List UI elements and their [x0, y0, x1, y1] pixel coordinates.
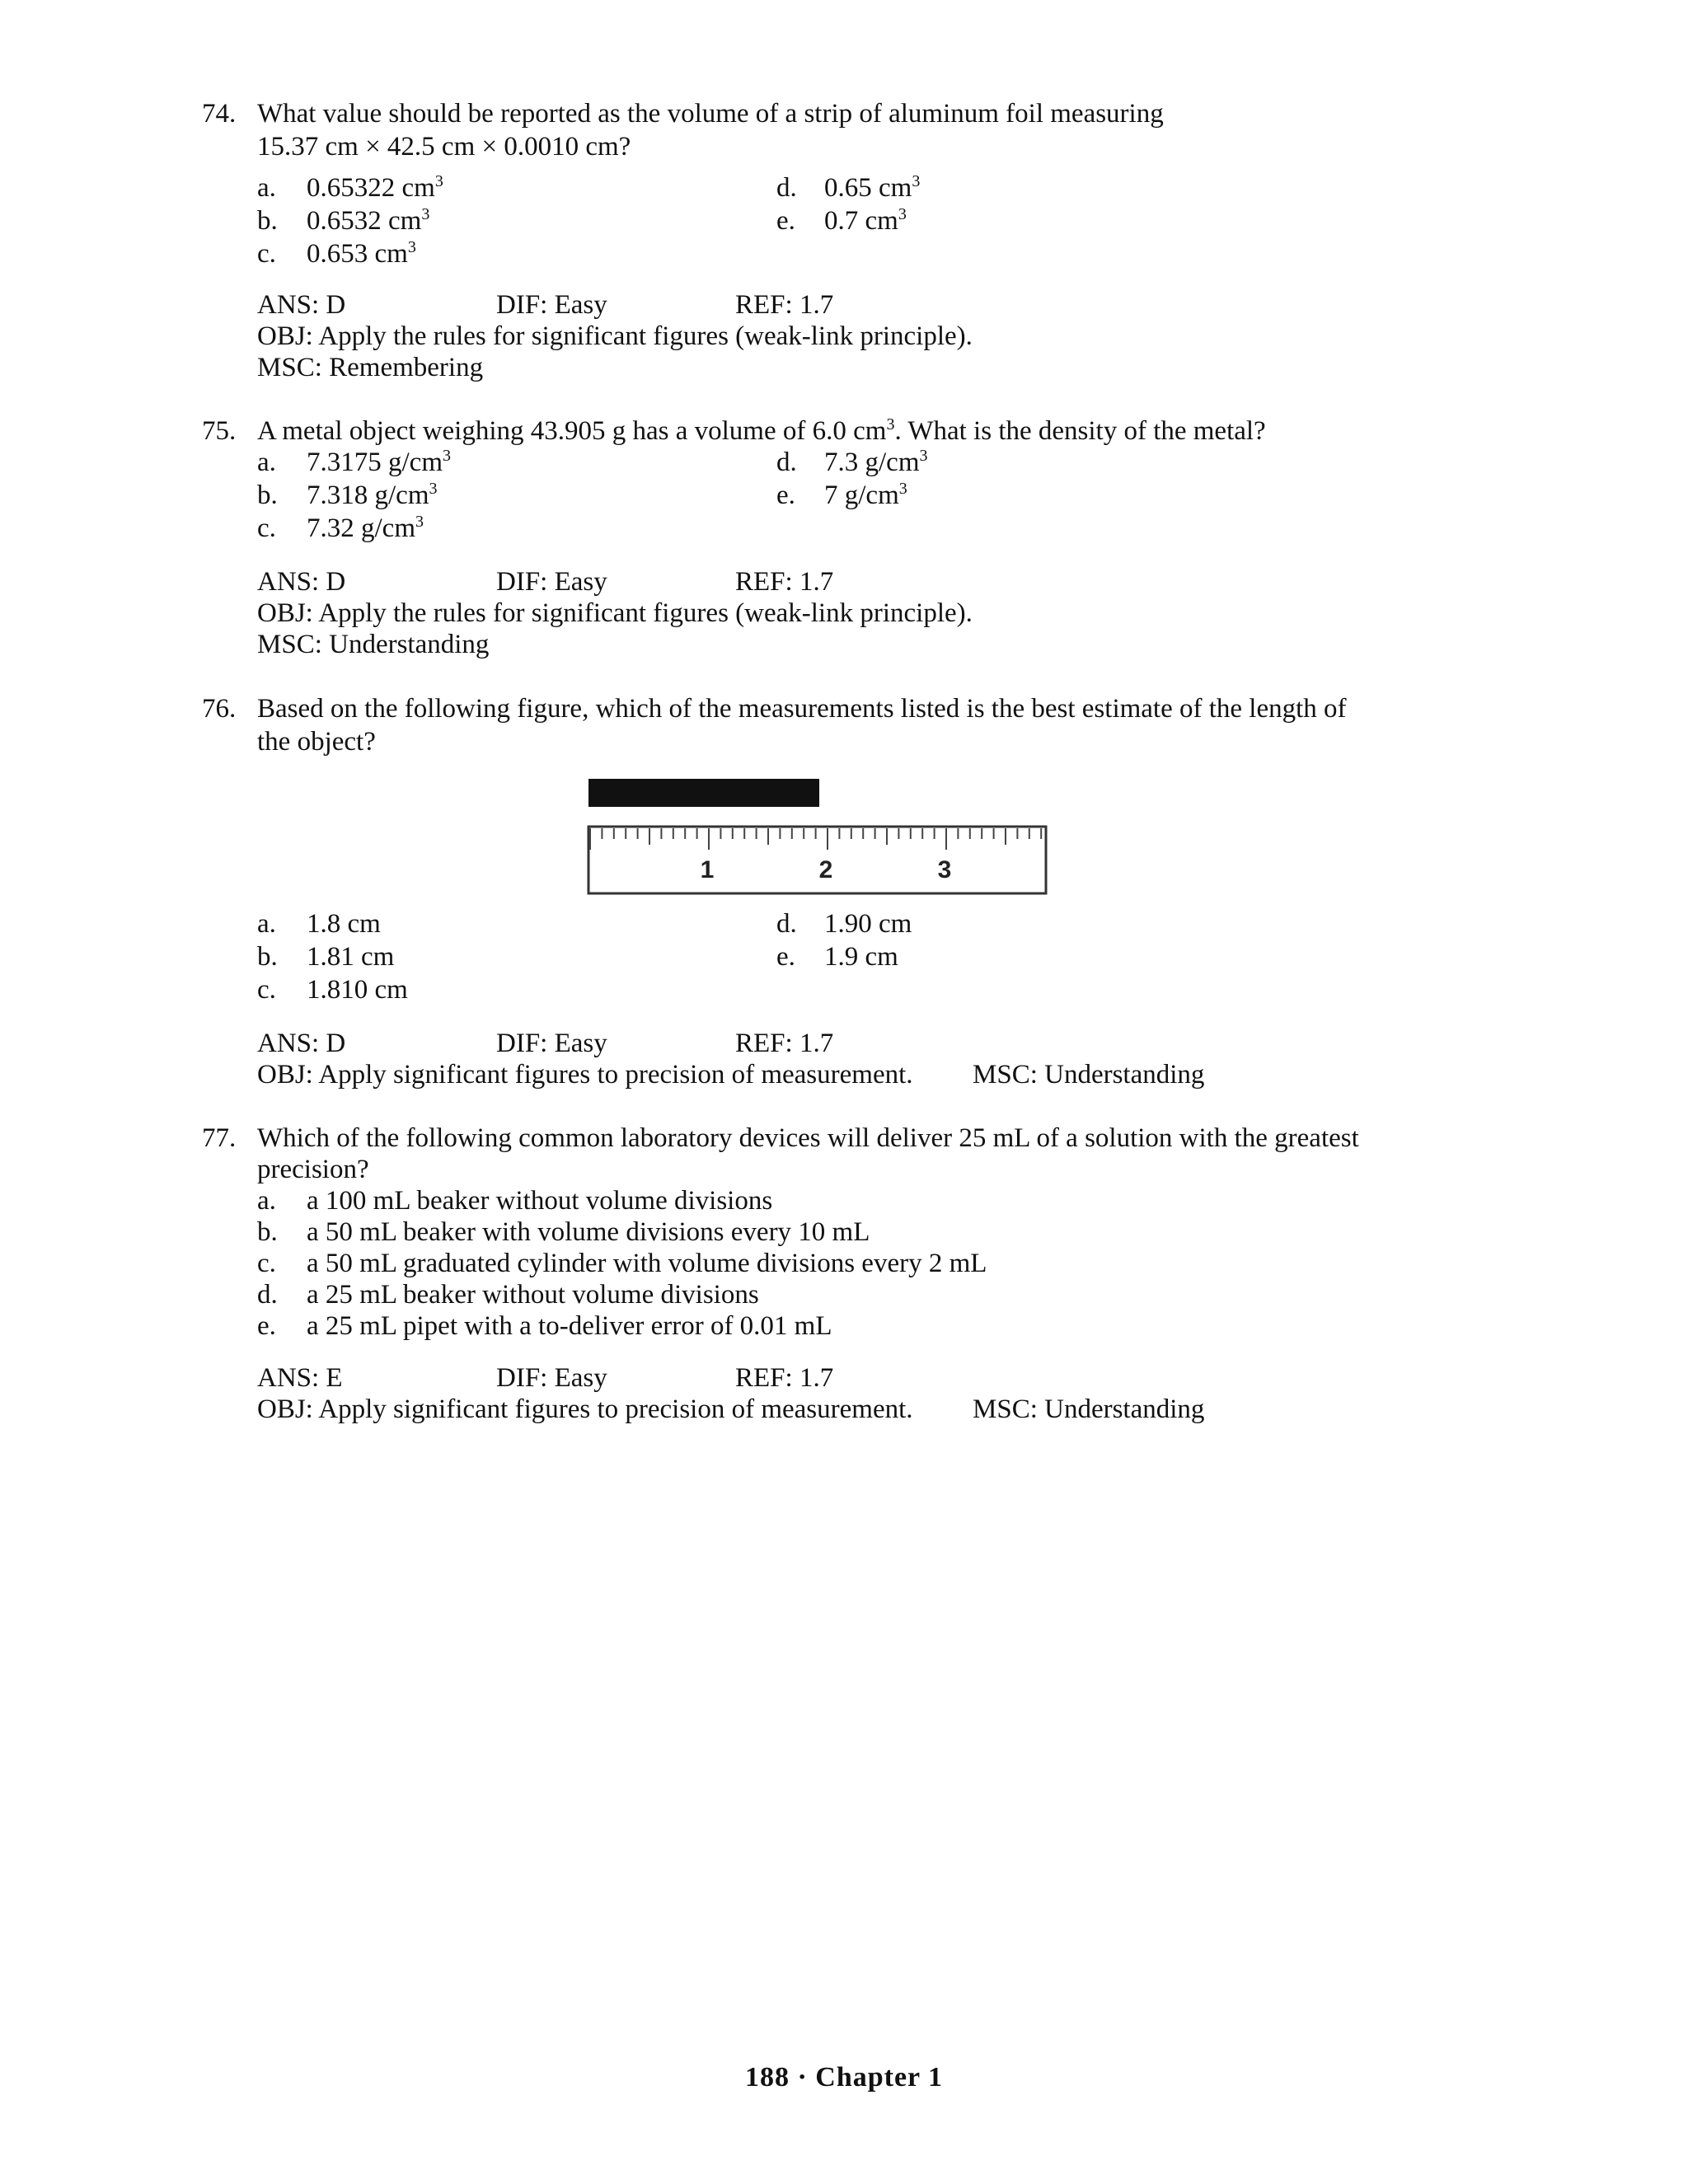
- objective-label: OBJ: Apply the rules for significant figures (weak-link principle).: [257, 598, 973, 628]
- option-letter: a.: [257, 1186, 276, 1216]
- difficulty-label: DIF: Easy: [496, 290, 607, 320]
- option-letter: e.: [257, 1311, 276, 1341]
- option-text[interactable]: 0.6532 $cm^3$: [307, 205, 430, 236]
- option-letter: e.: [776, 480, 795, 510]
- option-letter: b.: [257, 1217, 278, 1247]
- objective-label: OBJ: Apply significant figures to precision of measurement.: [257, 1394, 913, 1424]
- option-text[interactable]: 0.653 $cm^3$: [307, 238, 416, 269]
- reference-label: REF: 1.7: [735, 1029, 834, 1058]
- difficulty-label: DIF: Easy: [496, 1363, 607, 1393]
- option-text[interactable]: 7.3 $g/cm^3$: [824, 447, 928, 477]
- question-stem-line-2: 15.37 cm × 42.5 cm × 0.0010 cm?: [257, 132, 631, 162]
- objective-label: OBJ: Apply significant figures to precision of measurement.: [257, 1060, 913, 1090]
- option-letter: b.: [257, 480, 278, 510]
- question-number: 75.: [202, 416, 237, 446]
- option-text[interactable]: 1.8 cm: [307, 909, 381, 939]
- reference-label: REF: 1.7: [735, 567, 834, 597]
- ruler-label-1: 1: [700, 856, 715, 883]
- option-letter: c.: [257, 513, 276, 543]
- option-text[interactable]: 7 $g/cm^3$: [824, 480, 907, 510]
- option-letter: e.: [776, 942, 795, 972]
- option-letter: a.: [257, 448, 276, 477]
- question-number: 76.: [202, 694, 237, 724]
- reference-label: REF: 1.7: [735, 290, 834, 320]
- option-text[interactable]: a 50 mL beaker with volume divisions every 10 mL: [307, 1217, 870, 1247]
- option-letter: d.: [776, 173, 797, 203]
- question-number: 74.: [202, 99, 237, 129]
- option-letter: b.: [257, 206, 278, 236]
- option-letter: a.: [257, 909, 276, 939]
- option-text[interactable]: 0.65 $cm^3$: [824, 172, 921, 203]
- ruler-label-3: 3: [937, 856, 952, 883]
- option-text[interactable]: 7.3175 $g/cm^3$: [307, 447, 451, 477]
- option-letter: c.: [257, 1249, 276, 1278]
- option-letter: d.: [257, 1280, 278, 1310]
- msc-label: MSC: Remembering: [257, 353, 484, 382]
- page-footer: 188 · Chapter 1: [744, 2062, 944, 2093]
- objective-label: OBJ: Apply the rules for significant figures (weak-link principle).: [257, 321, 973, 351]
- msc-label: MSC: Understanding: [973, 1060, 1205, 1090]
- question-stem-line-1: Which of the following common laboratory devices will deliver 25 mL of a solution with the greatest: [257, 1123, 1359, 1153]
- question-stem-line-1: Based on the following figure, which of the measurements listed is the best estimate of the length of: [257, 694, 1347, 724]
- question-number: 77.: [202, 1123, 237, 1153]
- option-text[interactable]: 1.90 cm: [824, 909, 912, 939]
- answer-label: ANS: E: [257, 1363, 343, 1393]
- option-text[interactable]: 1.810 cm: [307, 975, 408, 1005]
- reference-label: REF: 1.7: [735, 1363, 834, 1393]
- difficulty-label: DIF: Easy: [496, 1029, 607, 1058]
- option-letter: d.: [776, 448, 797, 477]
- answer-label: ANS: D: [257, 567, 346, 597]
- option-text[interactable]: a 100 mL beaker without volume divisions: [307, 1186, 773, 1216]
- answer-label: ANS: D: [257, 1029, 346, 1058]
- option-letter: a.: [257, 173, 276, 203]
- ruler-body: [588, 827, 1046, 893]
- option-letter: c.: [257, 975, 276, 1005]
- ruler-svg: [587, 771, 1048, 896]
- question-stem-line-1: What value should be reported as the volume of a strip of aluminum foil measuring: [257, 99, 1164, 129]
- option-text[interactable]: 1.9 cm: [824, 942, 898, 972]
- option-text[interactable]: 0.65322 $cm^3$: [307, 172, 443, 203]
- question-stem-line-2: precision?: [257, 1155, 369, 1184]
- option-text[interactable]: a 25 mL pipet with a to-deliver error of 0.01 mL: [307, 1311, 832, 1341]
- answer-label: ANS: D: [257, 290, 346, 320]
- option-text[interactable]: 7.318 $g/cm^3$: [307, 480, 438, 510]
- option-letter: e.: [776, 206, 795, 236]
- option-text[interactable]: 7.32 $g/cm^3$: [307, 513, 424, 543]
- option-text[interactable]: 1.81 cm: [307, 942, 395, 972]
- measured-object: [588, 779, 819, 807]
- option-letter: d.: [776, 909, 797, 939]
- ruler-figure: [587, 771, 1048, 896]
- msc-label: MSC: Understanding: [257, 630, 490, 659]
- ruler-label-2: 2: [818, 856, 833, 883]
- option-text[interactable]: a 25 mL beaker without volume divisions: [307, 1280, 759, 1310]
- option-letter: c.: [257, 239, 276, 269]
- question-stem: A metal object weighing 43.905 g has a volume of 6.0 $cm^3$. What is the density of the metal?: [257, 415, 1266, 446]
- msc-label: MSC: Understanding: [973, 1394, 1205, 1424]
- difficulty-label: DIF: Easy: [496, 567, 607, 597]
- option-letter: b.: [257, 942, 278, 972]
- option-text[interactable]: 0.7 $cm^3$: [824, 205, 907, 236]
- question-stem-line-2: the object?: [257, 727, 376, 757]
- option-text[interactable]: a 50 mL graduated cylinder with volume divisions every 2 mL: [307, 1249, 987, 1278]
